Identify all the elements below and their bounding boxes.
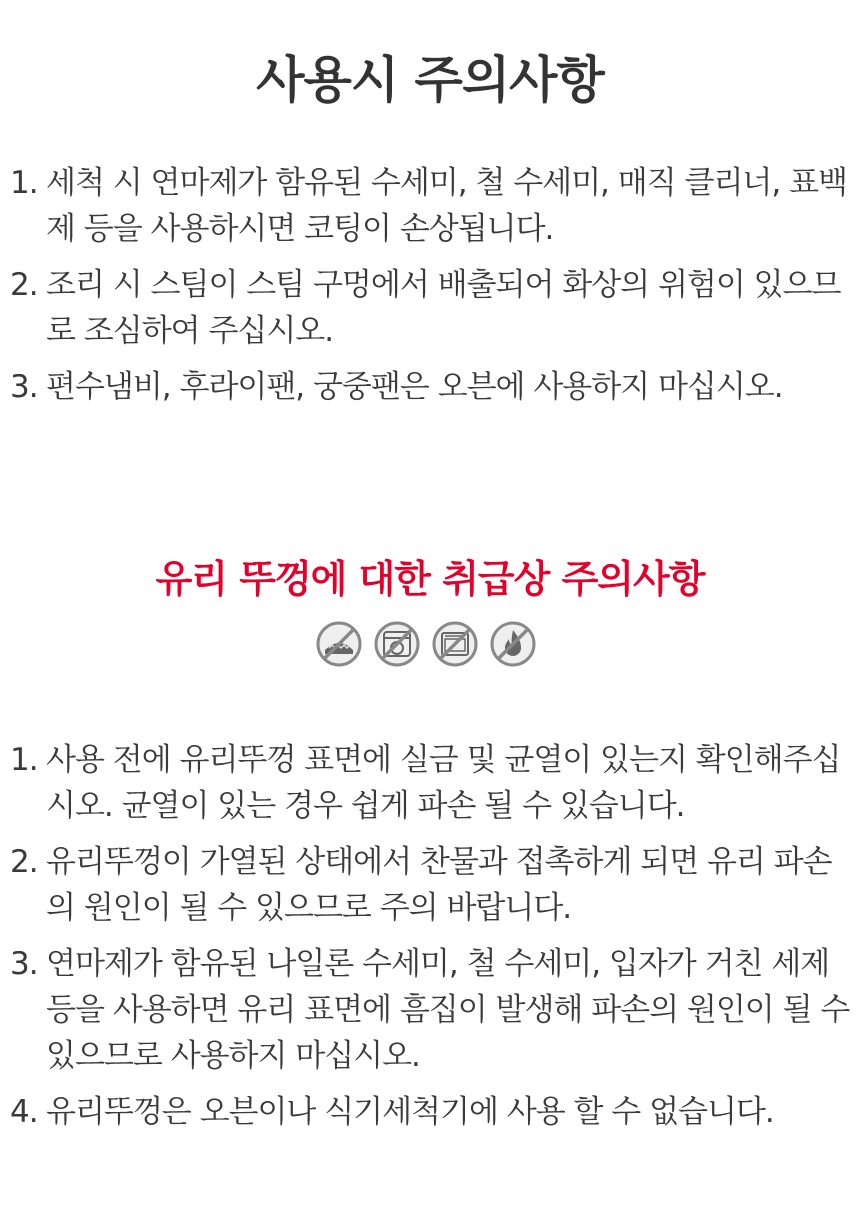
item-text: 세척 시 연마제가 함유된 수세미, 철 수세미, 매직 클리너, 표백제 등을 사용하시면 코팅이 손상됩니다. bbox=[46, 165, 847, 247]
glass-lid-caution-list bbox=[10, 737, 856, 1145]
no-abrasive-scrubber-icon bbox=[315, 620, 363, 668]
usage-caution-list bbox=[10, 160, 856, 420]
no-direct-flame-icon bbox=[489, 620, 537, 668]
list-item bbox=[10, 160, 856, 252]
no-dishwasher-icon bbox=[373, 620, 421, 668]
item-text: 사용 전에 유리뚜껑 표면에 실금 및 균열이 있는지 확인해주십시오. 균열이 있는 경우 쉽게 파손 될 수 있습니다. bbox=[46, 742, 841, 824]
no-oven-icon bbox=[431, 620, 479, 668]
list-item bbox=[10, 839, 856, 931]
item-number: 4. bbox=[10, 1094, 38, 1130]
item-text: 조리 시 스팀이 스팀 구멍에서 배출되어 화상의 위험이 있으므로 조심하여 주십시오. bbox=[46, 267, 841, 349]
list-item bbox=[10, 262, 856, 354]
list-item bbox=[10, 1089, 856, 1135]
item-text: 유리뚜껑이 가열된 상태에서 찬물과 접촉하게 되면 유리 파손의 원인이 될 수 있으므로 주의 바랍니다. bbox=[46, 844, 832, 926]
item-number: 3. bbox=[10, 369, 38, 405]
prohibition-icons bbox=[315, 620, 545, 668]
item-text: 유리뚜껑은 오븐이나 식기세척기에 사용 할 수 없습니다. bbox=[46, 1094, 774, 1130]
item-text: 연마제가 함유된 나일론 수세미, 철 수세미, 입자가 거친 세제 등을 사용하면 유리 표면에 흠집이 발생해 파손의 원인이 될 수 있으므로 사용하지 마십시오. bbox=[46, 946, 850, 1074]
list-item bbox=[10, 737, 856, 829]
list-item bbox=[10, 364, 856, 410]
item-number: 1. bbox=[10, 165, 38, 201]
item-number: 1. bbox=[10, 742, 38, 778]
glass-lid-section-title: 유리 뚜껑에 대한 취급상 주의사항 bbox=[155, 557, 705, 601]
list-item bbox=[10, 941, 856, 1079]
item-number: 2. bbox=[10, 267, 38, 303]
item-number: 2. bbox=[10, 844, 38, 880]
item-number: 3. bbox=[10, 946, 38, 982]
page-title: 사용시 주의사항 bbox=[256, 51, 604, 109]
item-text: 편수냄비, 후라이팬, 궁중팬은 오븐에 사용하지 마십시오. bbox=[46, 369, 783, 405]
